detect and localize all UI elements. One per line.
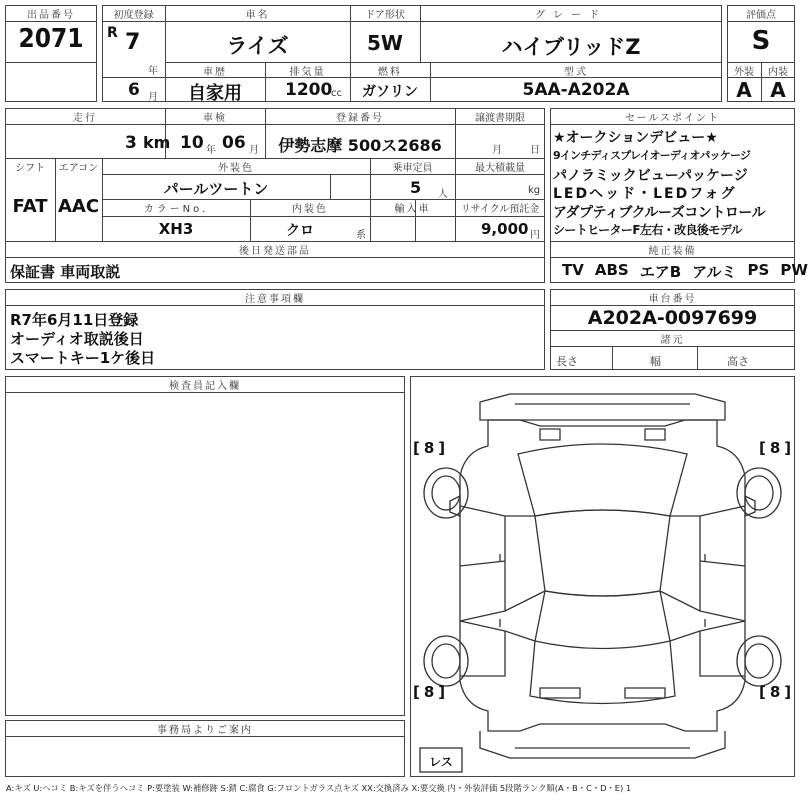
model-code: 5AA-A202A [522, 80, 630, 100]
spare-tire-status: レス [429, 755, 453, 769]
inspector-label: 検査員記入欄 [169, 381, 241, 392]
tire-depth-value: 8 [423, 683, 435, 701]
roof-outline [535, 510, 670, 596]
ext-color: パールツートン [163, 180, 269, 198]
transfer-day-unit: 日 [530, 145, 540, 156]
tire-depth-rear-right: [ 8 ] [759, 683, 792, 701]
equipment-item: エアB [639, 263, 682, 281]
import-label: 輸入車 [394, 204, 431, 215]
dims-label: 諸元 [660, 335, 685, 346]
front-bumper-outline [480, 394, 725, 420]
max-load-label: 最大積載量 [475, 163, 525, 174]
plate-label: 登録番号 [336, 113, 384, 124]
sales-point-3: パノラミックビューパッケージ [553, 168, 748, 184]
ext-color-label: 外装色 [218, 163, 254, 174]
equipment-item: TV [562, 261, 584, 279]
aircon-label: エアコン [58, 163, 99, 174]
inspection-year: 10 [180, 133, 204, 153]
aircon: AAC [57, 196, 100, 217]
rear-bumper-outline [480, 731, 725, 758]
body-outline [460, 420, 745, 731]
recycle-label: リサイクル預託金 [460, 204, 540, 215]
chassis-label: 車台番号 [648, 294, 697, 305]
capacity-unit: 人 [438, 189, 448, 200]
history-label: 車歴 [203, 67, 227, 78]
grade-label: グレード [535, 10, 607, 21]
max-load-unit: kg [528, 185, 541, 196]
height-label: 高さ [727, 355, 749, 368]
tire-depth-value: 8 [423, 439, 435, 457]
fuel: ガソリン [362, 84, 418, 100]
sales-point-1: ★オークションデビュー★ [553, 130, 718, 146]
equipment-item: PW [780, 261, 808, 279]
recycle-unit: 円 [530, 230, 540, 241]
car-name-label: 車名 [245, 10, 270, 21]
grade: ハイブリッドZ [501, 35, 641, 59]
int-color-label: 内装色 [292, 204, 328, 215]
later-parts-label: 後日発送部品 [239, 246, 311, 257]
inspection-month: 06 [222, 133, 246, 153]
inspection-month-unit: 月 [249, 145, 259, 156]
exterior-label: 外装 [734, 67, 754, 78]
sales-point-5: アダプティブクルーズコントロール [553, 205, 766, 221]
displacement: 1200 [285, 80, 333, 100]
transfer-month-unit: 月 [492, 145, 502, 156]
sales-point-6: シートヒーターF左右・改良後モデル [553, 223, 742, 237]
color-no: XH3 [158, 220, 194, 238]
shift-label: シフト [15, 163, 45, 174]
first-reg-label: 初度登録 [113, 10, 154, 21]
lot-number-label: 出品番号 [27, 10, 75, 21]
tire-depth-front-right: [ 8 ] [759, 439, 792, 457]
inspection-label: 車検 [203, 113, 227, 124]
tire-depth-value: 8 [769, 439, 781, 457]
displacement-label: 排気量 [289, 67, 326, 78]
int-color-unit: 系 [356, 230, 366, 241]
windshield-outline [518, 444, 687, 516]
cc-unit: cc [331, 88, 342, 99]
office-label: 事務局よりご案内 [157, 725, 253, 736]
month-unit: 月 [148, 92, 158, 103]
fuel-label: 燃料 [378, 67, 402, 78]
score: S [751, 26, 771, 56]
shift: FAT [12, 196, 48, 217]
sales-point-2: 9インチディスプレイオーディオパッケージ [553, 149, 751, 162]
reg-year: 7 [125, 30, 141, 55]
capacity-label: 乗車定員 [392, 163, 433, 174]
recycle-fee: 9,000 [481, 220, 529, 238]
inspection-year-unit: 年 [206, 145, 216, 156]
sales-point-4: LEDヘッド・LEDフォグ [553, 186, 737, 202]
width-label: 幅 [650, 355, 661, 368]
year-unit: 年 [148, 66, 158, 77]
color-no-label: カラーNo. [143, 204, 209, 215]
interior-label: 内装 [768, 67, 788, 78]
mileage-unit: km [143, 133, 171, 152]
tire-depth-value: 8 [769, 683, 781, 701]
later-parts: 保証書 車両取説 [10, 263, 121, 281]
equipment-item: ABS [594, 261, 629, 279]
equipment-item: PS [747, 261, 770, 279]
int-color: クロ [286, 223, 314, 239]
tire-depth-rear-left: [ 8 ] [413, 683, 446, 701]
inspector-box [5, 376, 405, 716]
tire-depth-front-left: [ 8 ] [413, 439, 446, 457]
score-label: 評価点 [746, 10, 776, 21]
era-mark: R [107, 25, 118, 41]
note-line-1: R7年6月11日登録 [10, 311, 139, 329]
capacity: 5 [410, 178, 422, 197]
note-line-3: スマートキー1ケ後日 [10, 349, 156, 367]
reg-month: 6 [128, 80, 140, 100]
interior-grade: A [770, 78, 786, 102]
mileage-label: 走行 [73, 113, 97, 124]
door-type-label: ドア形状 [365, 10, 405, 21]
notes-label: 注意事項欄 [245, 294, 305, 305]
car-diagram [410, 376, 795, 777]
equipment-label: 純正装備 [648, 246, 697, 257]
chassis-number: A202A-0097699 [587, 307, 758, 329]
length-label: 長さ [556, 355, 578, 368]
door-type: 5W [367, 31, 403, 55]
plate-number: 伊勢志摩 500ス2686 [278, 136, 442, 155]
exterior-grade: A [736, 78, 752, 102]
legend: A:キズ U:ヘコミ B:キズを伴うヘコミ P:要塗装 W:補修跡 S:錆 C:腐食 G:フロントガラス点キズ XX:交換済み X:要交換 内・外装評価 5段階ランク順(A・B・C・D・E) 1 [6, 783, 632, 793]
mileage: 3 [125, 133, 137, 153]
model-code-label: 型式 [564, 67, 588, 78]
transfer-deadline-label: 譲渡書期限 [475, 113, 525, 124]
rear-window-outline [535, 591, 670, 649]
car-name: ライズ [226, 34, 289, 58]
equipment-item: アルミ [692, 263, 737, 281]
lot-number: 2071 [18, 24, 84, 54]
history: 自家用 [188, 83, 242, 104]
sales-points-label: セールスポイント [624, 113, 721, 124]
note-line-2: オーディオ取説後日 [10, 330, 144, 348]
equipment-items [562, 261, 808, 282]
